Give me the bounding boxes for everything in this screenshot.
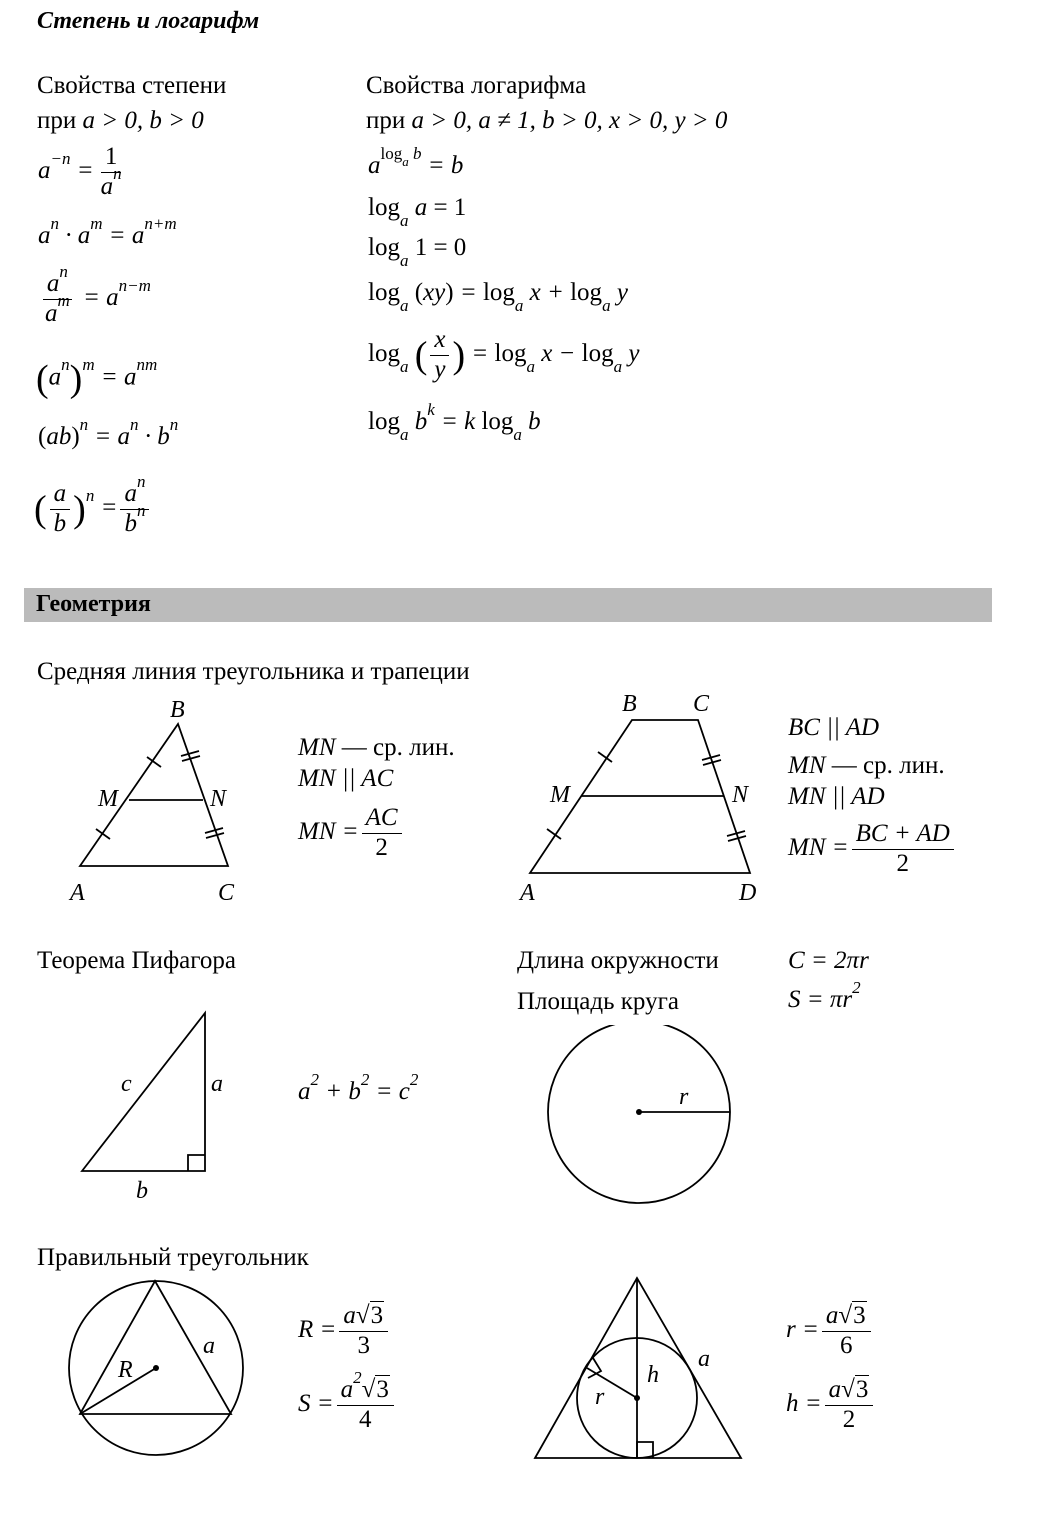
geometry-section-band [24, 588, 992, 622]
pythagoras-heading: Теорема Пифагора [37, 947, 236, 974]
circle-center-dot [636, 1109, 642, 1115]
logs-heading: Свойства логарифма [366, 72, 587, 99]
radius-label: r [679, 1084, 689, 1110]
triangle-fact-2: MN || AC [298, 765, 394, 792]
tick-mark [206, 833, 224, 838]
vertex-label-B: B [170, 697, 185, 723]
center-dot [153, 1365, 159, 1371]
right-triangle-shape [82, 1013, 205, 1171]
geometry-heading: Геометрия [36, 591, 151, 617]
tick-mark [181, 751, 199, 756]
circle-area-formula: $S = \pi r^2$ [788, 977, 861, 1013]
page-title: Степень и логарифм [37, 8, 260, 34]
vertex-label-N: N [732, 782, 749, 808]
midline-triangle-diagram [60, 690, 260, 910]
log-formula-base: $\log_a a = 1$ [368, 194, 467, 230]
vertex-label-N: N [210, 786, 227, 812]
powers-heading: Свойства степени [37, 72, 227, 99]
incircle-diagram [525, 1270, 755, 1470]
power-formula-power: $(a^n)^m = a^{nm}$ [36, 355, 158, 400]
triangle-fact-1: MN — ср. лин. [298, 734, 455, 761]
right-angle-mark [188, 1155, 205, 1171]
vertex-label-M: M [98, 786, 118, 812]
trapezoid-fact-1: BC || AD [788, 714, 880, 741]
tick-mark [96, 829, 110, 839]
side-label-a: a [211, 1071, 223, 1097]
power-formula-product-power: $(ab)^n = a^n \cdot b^n$ [38, 414, 179, 450]
circumscribed-circle-diagram [60, 1270, 260, 1470]
trapezoid-fact-2: MN — ср. лин. [788, 752, 945, 779]
equilateral-triangle-shape [535, 1278, 741, 1458]
label-r: r [595, 1384, 605, 1410]
midline-trapezoid-diagram [510, 684, 780, 910]
vertex-label-M: M [550, 782, 570, 808]
log-formula-power: $\log_a b^k = k$ $\log_a b$ [368, 399, 541, 444]
regular-triangle-heading: Правильный треугольник [37, 1244, 309, 1271]
trapezoid-fact-3: MN || AD [788, 783, 885, 810]
circle-length-label: Длина окружности [517, 947, 719, 974]
triangle-fact-3: MN = $\frac{AC}{2}$ [298, 804, 405, 863]
power-formula-quotient: $\frac{a^n}{a^m}$ = $a^{n-m}$ [38, 270, 151, 329]
midline-heading: Средняя линия треугольника и трапеции [37, 658, 470, 685]
side-label-c: c [121, 1071, 132, 1097]
log-formula-identity: $a^{log_a b} = b$ [368, 143, 464, 179]
circle-length-formula: C = 2πr [788, 947, 869, 974]
logs-conditions: при a > 0, a ≠ 1, b > 0, x > 0, y > 0 [366, 107, 728, 134]
vertex-label-C: C [218, 880, 235, 906]
S-formula: S = $\frac{a^2√3}{4}$ [298, 1376, 397, 1435]
R-formula: R = $\frac{a√3}{3}$ [298, 1302, 391, 1361]
powers-conditions: при a > 0, b > 0 [37, 107, 204, 134]
side-label-b: b [136, 1178, 148, 1204]
right-triangle-diagram [70, 1005, 250, 1210]
label-a: a [698, 1346, 710, 1372]
power-formula-quotient-power: ( $\frac{a}{b}$ )$^n$ = $\frac{a^n}{b^n}$ [34, 480, 152, 539]
label-a: a [203, 1333, 215, 1359]
vertex-label-A: A [520, 880, 535, 906]
vertex-label-D: D [739, 880, 757, 906]
label-h: h [647, 1362, 659, 1388]
log-formula-product: $\log_a (xy) = \log_a x + \log_a y$ [368, 279, 628, 315]
pythagoras-formula: $a^2 + b^2 = c^2$ [298, 1069, 419, 1105]
label-R: R [118, 1357, 133, 1383]
circle-diagram [540, 1025, 740, 1210]
log-formula-one: $\log_a 1 = 0$ [368, 234, 467, 270]
vertex-label-A: A [70, 880, 85, 906]
vertex-label-C: C [693, 691, 710, 717]
circle-area-label: Площадь круга [517, 988, 679, 1015]
power-formula-product: $a^n \cdot a^m = a^{n+m}$ [38, 213, 177, 249]
power-formula-negative: $a^{-n}$ = $\frac{1}{a^n}$ [38, 143, 122, 200]
r-formula: r = $\frac{a√3}{6}$ [786, 1302, 874, 1361]
log-formula-quotient: $\log_a$ ( $\frac{x}{y}$ ) = $\log_a x - \log_a y$ [368, 326, 640, 383]
trapezoid-fact-4: MN = $\frac{BC + AD}{2}$ [788, 820, 957, 879]
incenter-dot [634, 1395, 640, 1401]
h-formula: h = $\frac{a√3}{2}$ [786, 1376, 876, 1435]
vertex-label-B: B [622, 691, 637, 717]
